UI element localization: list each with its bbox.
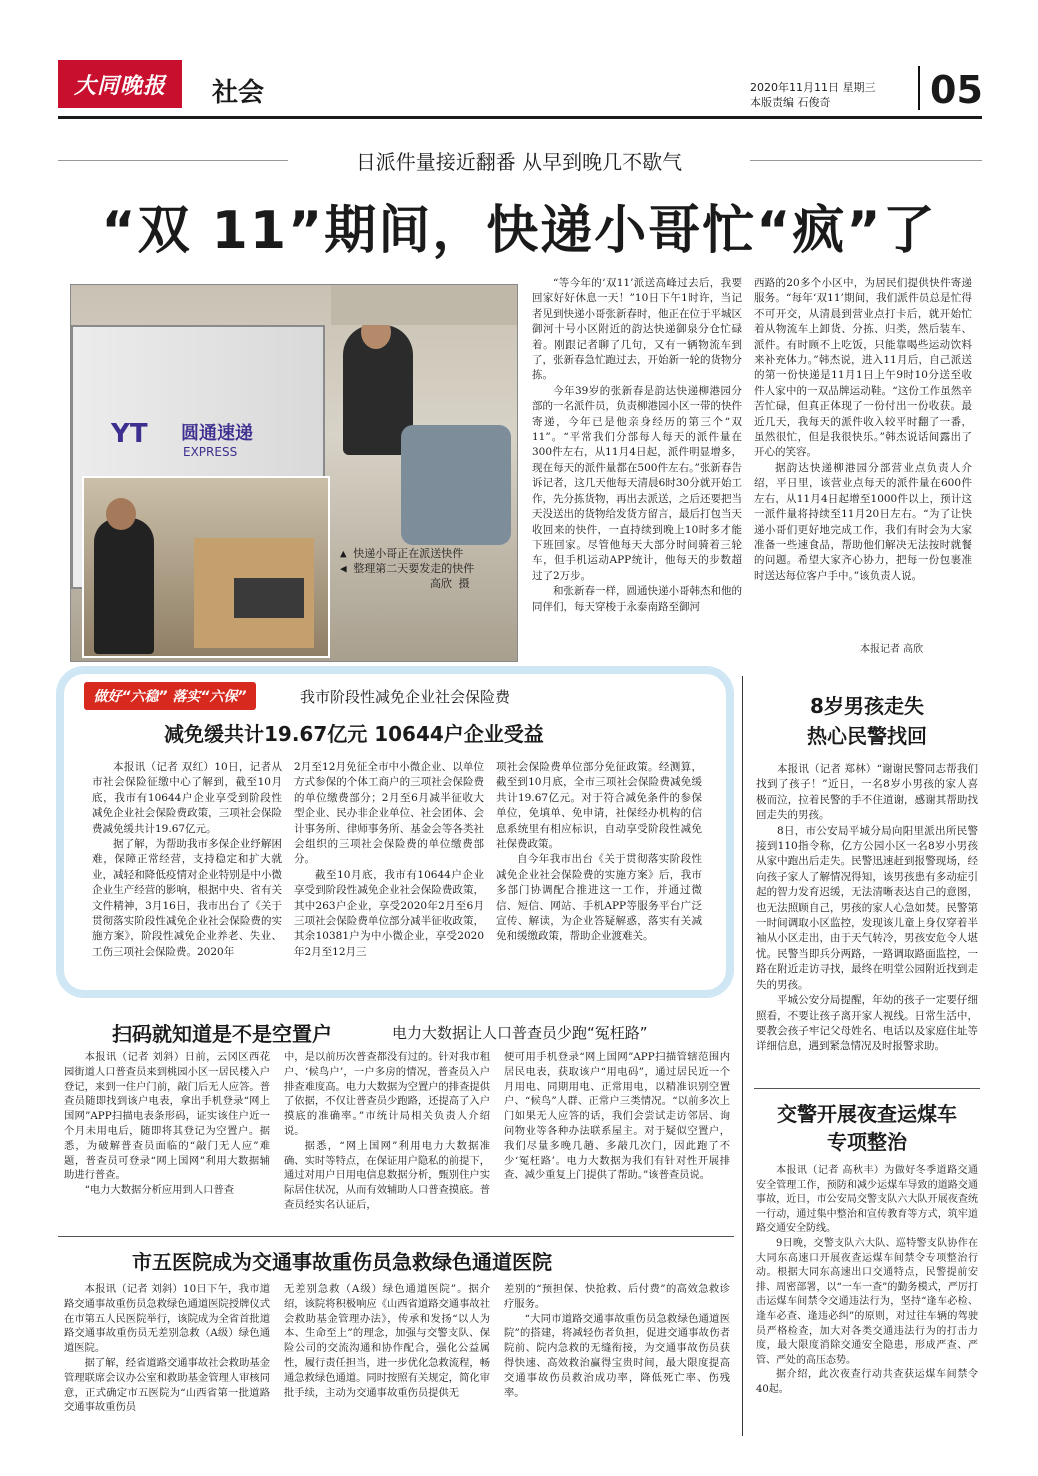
insurance-column-2 (294, 760, 484, 960)
issue-info (750, 80, 876, 110)
kicker-rule-right (750, 160, 982, 161)
page-number: 05 (930, 68, 983, 112)
paragraph: 本报讯（记者 高秋丰）为做好冬季道路交通安全管理工作，预防和减少运煤车导致的道路交通事故，近日，市公安局交警支队六大队开展夜查统一行动，通过集中整治和宣传教育等方式，筑牢道路交通安全防线。 (756, 1165, 978, 1235)
paragraph: 西路的20多个小区中，为居民们提供快件寄递服务。“每年‘双11’期间，我们派件员总是忙得不可开交，从清晨到营业点打卡后，就开始忙着从物流车上卸货、分拣、归类，然后装车、派件。有时顾不上吃饭，只能靠喝些运动饮料来补充体力。”韩杰说，进入11月后，自己派送的第一份快递是11月1日上午9时10分送至收件人家中的一双品牌运动鞋。“这份工作虽然辛苦忙碌，但真正体现了一份付出一份收获。最近几天，我每天的派件收入较平时翻了一番，虽然很忙，但是我很快乐。”韩杰说话间露出了开心的笑容。 (754, 277, 972, 459)
brand-mark: YT (111, 419, 148, 449)
paragraph: 据介绍，此次夜查行动共查获运煤车间禁令40起。 (756, 1369, 978, 1395)
scooter-front (401, 425, 511, 545)
inset-photo (82, 476, 330, 658)
census-column-1 (64, 1050, 270, 1198)
lead-column-1 (532, 276, 742, 615)
boy-headline-line-2: 热心民警找回 (807, 724, 927, 748)
census-kicker: 电力大数据让人口普查员少跑“冤枉路” (392, 1024, 648, 1042)
traffic-headline-line-1: 交警开展夜查运煤车 (777, 1102, 957, 1126)
paragraph: 便可用手机登录“网上国网”APP扫描管辖范围内居民电表，获取该户“用电码”，通过居民近一个月用电、同期用电、正常用电，以精准识别空置户、“候鸟”人群、正常户三类情况。“以前多次上门如果无人应答的话，我们会尝试走访邻居、询问物业等各种办法联系屋主。对于疑似空置户，我们尽量多晚几趟、多敲几次门，因此跑了不少‘冤枉路’。电力大数据为我们有针对性开展排查、减少重复上门提供了帮助。”该普查员说。 (504, 1051, 730, 1182)
paragraph: 今年39岁的张新春是韵达快递柳港园分部的一名派件员，负责柳港园小区一带的快件寄递，今年已是他亲身经历的第三个“双11”。“平常我们分部每人每天的派件量在300件左右，从11月4日起，派件明显增多，现在每天的派件量都在500件左右。”张新春告诉记者，这几天他每天清晨6时30分就开始工作，先分拣货物，再出去派送，之后还要把当天没送出的货物给发货方留言，最后打包当天收回来的快件，一直持续到晚上10时多才能下班回家。尽管他每天大部分时间骑着三轮车，但手机运动APP统计，他每天的步数超过了2万步。 (532, 384, 742, 582)
sorting-scale (234, 578, 304, 618)
masthead-rule (58, 116, 982, 119)
paragraph: 项社会保险费单位部分免征政策。经测算，截至到10月底，全市三项社会保险费减免缓共计19.67亿元。对于符合减免条件的参保单位，免填单、免申请，社保经办机构的信息系统里有相应标识，自动享受阶段性减免社保费政策。 (496, 761, 702, 851)
paragraph: 差别的“预担保、快抢救、后付费”的高效急救诊疗服务。 (504, 1283, 730, 1310)
paragraph: 平城公安分局提醒，年幼的孩子一定要仔细照看，不要让孩子离开家人视线。日常生活中，要教会孩子牢记父母姓名、电话以及家庭住址等详细信息，遇到紧急情况及时报警求助。 (756, 994, 978, 1053)
courier-sorting (94, 518, 154, 654)
right-column-rule (754, 1088, 980, 1089)
traffic-headline-line-2: 专项整治 (827, 1130, 907, 1154)
paragraph: 9日晚，交警支队六大队、巡特警支队协作在大同东高速口开展夜查运煤车间禁令专项整治行动。根据大同东高速出口交通特点，民警提前安排、周密部署，以“一车一查”的勤务模式，严厉打击运煤车间禁令交通违法行为，坚持“逢车必检、逢车必查、逢违必纠”的原则，对过往车辆的驾驶员严格检查，加大对各类交通违法行为的打击力度，最大限度消除交通安全隐患，形成严查、严管、严处的高压态势。 (756, 1237, 978, 1366)
hospital-headline: 市五医院成为交通事故重伤员急救绿色通道医院 (132, 1250, 552, 1274)
building-bg (331, 285, 517, 325)
census-bottom-rule (58, 1236, 734, 1237)
lead-headline: “双 11”期间，快递小哥忙“疯”了 (101, 201, 937, 261)
insurance-column-3 (496, 760, 702, 945)
caption-credit: 高欣 摄 (430, 577, 470, 590)
newspaper-logo: 大同晚报 (58, 60, 182, 108)
census-column-2 (284, 1050, 490, 1213)
paragraph: 自今年我市出台《关于贯彻落实阶段性减免企业社会保险费的实施方案》后，我市多部门协调配合推进这一工作，并通过微信、短信、网站、手机APP等服务平台广泛宣传、解读，为企业答疑解惑，落实有关减免和缓缴政策，帮助企业渡难关。 (496, 853, 702, 943)
paragraph: 本报讯（记者 郑林）“谢谢民警同志帮我们找到了孩子！”近日，一名8岁小男孩的家人喜极而泣，拉着民警的手不住道谢，感谢其帮助找回走失的男孩。 (756, 763, 978, 822)
paragraph: 据悉，“网上国网”利用电力大数据准确、实时等特点，在保证用户隐私的前提下，通过对用户日用电信息数据分析，甄别住户实际居住状况，从而有效辅助人口普查摸底。普查员经实名认证后， (284, 1139, 490, 1211)
right-column-divider (742, 676, 743, 1436)
caption-line-1: ▲ 快递小哥正在派送快件 (340, 547, 464, 560)
paragraph: 据了解，经省道路交通事故社会救助基金管理联席会议办公室和救助基金管理人审核同意，正式确定市五医院为“山西省第一批道路交通事故重伤员 (64, 1356, 270, 1414)
theme-tag: 做好“六稳” 落实“六保” (84, 682, 256, 710)
paragraph: 2月至12月免征全市中小微企业、以单位方式参保的个体工商户的三项社会保险费的单位缴费部分；2月至6月减半征收大型企业、民办非企业单位、社会团体、会计事务所、律师事务所、基金会等各类社会组织的三项社会保险费的单位缴费部分。 (294, 761, 484, 866)
lead-byline: 本报记者 高欣 (860, 644, 924, 655)
paragraph: “电力大数据分析应用到人口普查 (84, 1184, 235, 1197)
paragraph: 本报讯（记者 双红）10日，记者从市社会保险征缴中心了解到，截至10月底，我市有10644户企业享受到阶段性减免企业社会保险费政策，三项社会保险费减免缓共计19.67亿元。 (92, 761, 282, 835)
hospital-column-3 (504, 1282, 730, 1400)
courier-sorting-head (106, 498, 136, 530)
paragraph: 中，是以前历次普查都没有过的。针对我市租户、‘候鸟户’，一户多房的情况，普查员入户排查难度高。电力大数据为空置户的排查提供了依据，不仅让普查员少跑路，还提高了入户摸底的准确率。”市统计局相关负责人介绍说。 (284, 1051, 490, 1137)
paragraph: 据韵达快递柳港园分部营业点负责人介绍，平日里，该营业点每天的派件量在600件左右，从11月4日起增至1000件以上，预计这一派件量将持续至11月20日左右。“为了让快递小哥们更好地完成工作，我们有时会为大家准备一些速食品，帮助他们解决无法按时就餐的问题。希望大家齐心协力，把每一份包裹准时送达每位客户手中。”该负责人说。 (754, 461, 972, 582)
insurance-headline: 减免缓共计19.67亿元 10644户企业受益 (164, 722, 544, 746)
issue-date: 2020年11月11日 星期三 (750, 81, 876, 94)
paragraph: 本报讯（记者 刘斜）日前，云冈区西花园街道人口普查员来到桃园小区一居民楼入户登记，来到一住户门前，敲门后无人应答。普查员随即找到该户电表，拿出手机登录“网上国网”APP扫描电表条形码，证实该住户近一个月未用电后，随即将其登记为空置户。据悉，为破解普查员面临的“敲门无人应”难题，普查员可登录“网上国网”利用大数据辅助进行普查。 (64, 1051, 270, 1182)
boy-column (756, 762, 978, 1055)
kicker-rule-left (58, 160, 288, 161)
boy-headline-line-1: 8岁男孩走失 (810, 694, 924, 718)
insurance-column-1 (92, 760, 282, 960)
census-headline: 扫码就知道是不是空置户 (112, 1022, 332, 1046)
brand-name-en: EXPRESS (183, 445, 238, 459)
page-editor: 本版责编 石俊奇 (750, 96, 831, 109)
brand-name: 圆通速递 (181, 423, 253, 444)
header-divider (918, 66, 920, 110)
census-column-3 (504, 1050, 730, 1183)
insurance-kicker: 我市阶段性减免企业社会保险费 (300, 688, 511, 706)
paragraph: 据了解，为帮助我市多保企业纾解困难，保障正常经营，支持稳定和扩大就业，减轻和降低疫情对企业特别是中小微企业生产经营的影响，根据中央、省有关文件精神，3月16日，我市出台了《关于贯彻落实阶段性减免企业社会保险费的实施方案》，阶段性减免企业养老、失业、工伤三项社会保险费。2020年 (92, 838, 282, 958)
caption-line-2: ◀ 整理第二天要发走的快件 (340, 562, 475, 575)
lead-kicker: 日派件量接近翻番 从早到晚几不歇气 (355, 150, 683, 174)
lead-column-2 (754, 276, 972, 584)
hospital-column-2 (284, 1282, 490, 1400)
paragraph: 无差别急救（A级）绿色通道医院”。据介绍，该院将积极响应《山西省道路交通事故社会救助基金管理办法》，传承和发扬“以人为本、生命至上”的理念，加强与交警支队、保险公司的交流沟通和协作配合，强化公益属性，履行责任担当，进一步优化急救流程，畅通急救绿色通道。同时按照有关规定，简化审批手续，主动为交通事故重伤员提供无 (284, 1283, 490, 1399)
paragraph: 本报讯（记者 刘斜）10日下午，我市道路交通事故重伤员急救绿色通道医院授牌仪式在市第五人民医院举行，该院成为全省首批道路交通事故重伤员无差别急救（A级）绿色通道医院。 (64, 1283, 270, 1355)
paragraph: “大同市道路交通事故重伤员急救绿色通道医院”的搭建，将减轻伤者负担，促进交通事故伤者院前、院内急救的无缝衔接，为交通事故伤员获得快速、高效救治赢得宝贵时间，最大限度提高交通事故伤员救治成功率，降低死亡率、伤残率。 (504, 1312, 730, 1399)
traffic-column (756, 1164, 978, 1398)
hospital-column-1 (64, 1282, 270, 1415)
photo-caption (340, 546, 510, 591)
paragraph: “等今年的‘双11’派送高峰过去后，我要回家好好休息一天！”10日下午1时许，当记者见到快递小哥张新春时，他正在位于平城区御河十号小区附近的韵达快递御泉分仓忙碌着。刚跟记者聊了几句，又有一辆物流车到了，张新春急忙跑过去，开始新一轮的货物分拣。 (532, 277, 742, 382)
paragraph: 截至10月底，我市有10644户企业享受到阶段性减免企业社会保险费政策，其中263户企业，享受2020年2月至6月三项社会保险费单位部分减半征收政策，其余10381户为中小微企业，享受2020年2月至12月三 (294, 868, 484, 958)
paragraph: 8日，市公安局平城分局向阳里派出所民警接到110指令称，亿方公园小区一名8岁小男孩从家中跑出后走失。民警迅速赶到报警现场，经向孩子家人了解情况得知，该男孩患有多动症引起的智力发育迟缓，无法清晰表达自己的意图，也无法照顾自己，男孩的家人心急如焚。民警第一时间调取小区监控，发现该儿童上身仅穿着半袖从小区走出，由于天气转冷，男孩安危令人堪忧。民警当即兵分两路，一路调取路面监控，一路在附近走访寻找，最终在明堂公园附近找到走失的男孩。 (756, 824, 978, 991)
paragraph: 和张新春一样，圆通快递小哥韩杰和他的同伴们，每天穿梭于永泰南路至御河 (532, 585, 742, 613)
section-title: 社会 (212, 78, 265, 108)
